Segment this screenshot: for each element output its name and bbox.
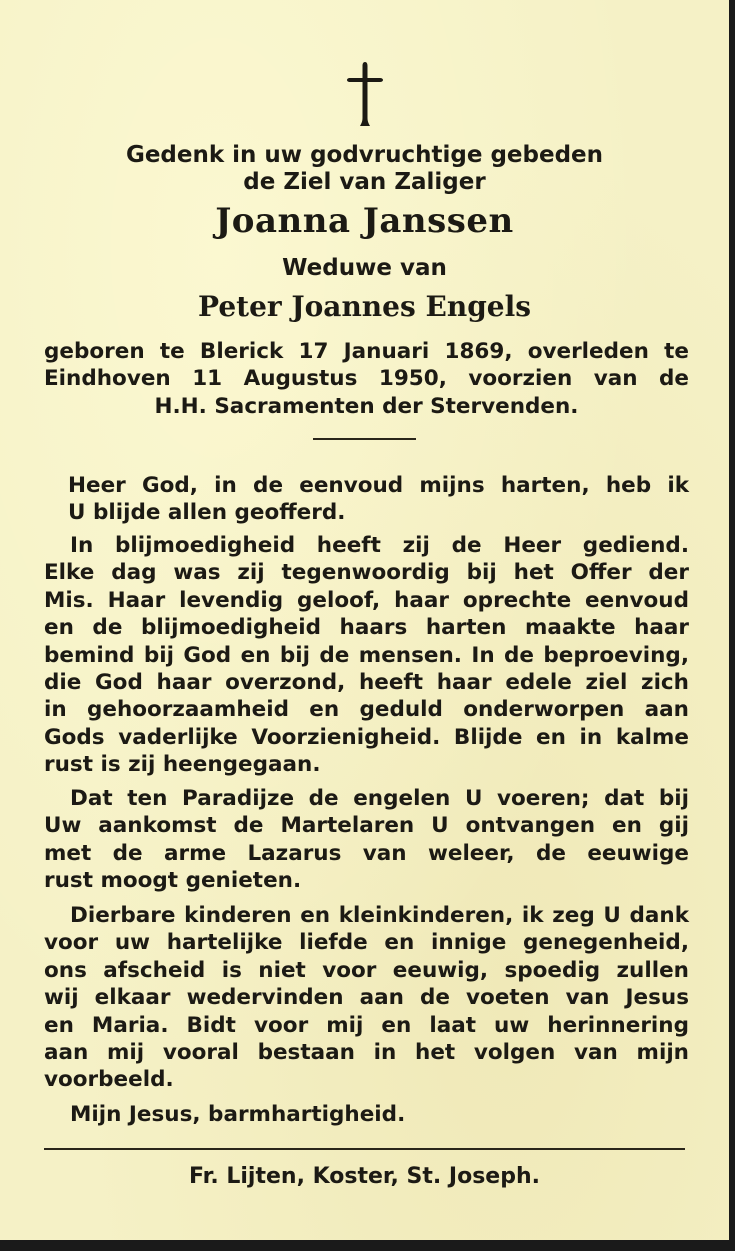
paragraph-line: aan mij vooral bestaan in het volgen van mijn	[44, 1040, 689, 1066]
paragraph-line: en de blijmoedigheid haars harten maakte haar	[44, 615, 689, 641]
paragraph-2	[44, 532, 689, 779]
printer-credit: Fr. Lijten, Koster, St. Joseph.	[189, 1164, 540, 1189]
footer-divider	[44, 1148, 685, 1150]
paragraph-5	[70, 1101, 689, 1128]
paragraph-line: wij elkaar wedervinden aan de voeten van Jesus	[44, 985, 689, 1011]
intro-line-1: Gedenk in uw godvruchtige gebeden	[125, 142, 604, 168]
paragraph-line: rust is zij heengegaan.	[44, 752, 321, 778]
life-details	[44, 338, 689, 420]
details-line: Eindhoven 11 Augustus 1950, voorzien van de	[44, 366, 689, 392]
paragraph-line: U blijde allen geofferd.	[68, 500, 346, 526]
deceased-name: Joanna Janssen	[215, 201, 514, 241]
relation-label: Weduwe van	[282, 255, 447, 281]
details-line: geboren te Blerick 17 Januari 1869, overleden te	[44, 339, 689, 364]
short-divider	[313, 438, 416, 440]
paragraph-line: bemind bij God en bij de mensen. In de beproeving,	[44, 642, 689, 668]
paragraph-line: en Maria. Bidt voor mij en laat uw herinnering	[44, 1012, 689, 1038]
spouse-name: Peter Joannes Engels	[198, 290, 531, 323]
paragraph-line: Dierbare kinderen en kleinkinderen, ik zeg U dank	[70, 903, 689, 928]
paragraph-line: ons afscheid is niet voor eeuwig, spoedig zullen	[44, 957, 689, 983]
paragraph-line: Mis. Haar levendig geloof, haar oprechte eenvoud	[44, 587, 689, 613]
paragraph-1	[68, 472, 689, 527]
paragraph-line: Heer God, in de eenvoud mijns harten, heb ik	[68, 473, 689, 498]
intro-line-2: de Ziel van Zaliger	[243, 169, 486, 195]
paragraph-line: met de arme Lazarus van weleer, de eeuwige	[44, 840, 689, 866]
paragraph-line: Dat ten Paradijze de engelen U voeren; dat bij	[70, 786, 689, 811]
paragraph-line: Mijn Jesus, barmhartigheid.	[70, 1102, 406, 1127]
paragraph-line: rust moogt genieten.	[44, 868, 302, 894]
paragraph-3	[44, 785, 689, 895]
cross-icon	[0, 60, 729, 128]
paragraph-line: Elke dag was zij tegenwoordig bij het Offer der	[44, 560, 689, 586]
paragraph-line: Uw aankomst de Martelaren U ontvangen en gij	[44, 813, 689, 839]
paragraph-line: in gehoorzaamheid en geduld onderworpen aan	[44, 697, 689, 723]
details-line: H.H. Sacramenten der Stervenden.	[154, 393, 579, 419]
paragraph-line: voor uw hartelijke liefde en innige genegenheid,	[44, 930, 689, 956]
paragraph-line: voorbeeld.	[44, 1067, 174, 1093]
paragraph-line: Gods vaderlijke Voorzienigheid. Blijde en in kalme	[44, 724, 689, 750]
paragraph-4	[44, 902, 689, 1094]
paragraph-line: die God haar overzond, heeft haar edele ziel zich	[44, 670, 689, 696]
paragraph-line: In blijmoedigheid heeft zij de Heer gediend.	[70, 533, 689, 558]
